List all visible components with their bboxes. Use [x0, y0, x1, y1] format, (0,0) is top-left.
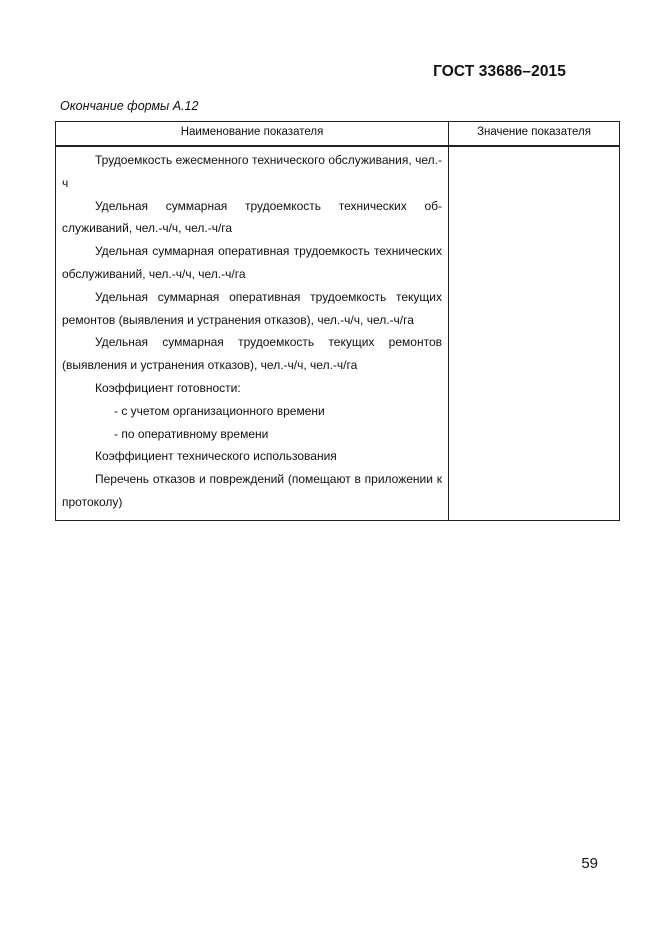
table-row	[56, 146, 620, 520]
indicator-subitem: - по оперативному времени	[114, 426, 269, 441]
form-caption: Окончание формы А.12	[60, 99, 199, 113]
column-header-indicator-value: Значение показателя	[449, 122, 620, 147]
table-header-row	[56, 122, 620, 147]
form-table	[55, 121, 620, 521]
indicator-item: Коэффициент готовности:	[95, 380, 241, 395]
indicator-item: Удельная суммарная оперативная трудоемкость текущих ремонтов (выявления и устранения отказов), чел.-ч/ч, чел.-ч/га	[62, 289, 442, 327]
indicator-item: Удельная суммарная оперативная трудоемкость технических обслуживаний, чел.-ч/ч, чел.-ч/га	[62, 244, 442, 281]
page-number: 59	[581, 855, 598, 872]
indicator-name-cell	[56, 146, 449, 520]
column-header-indicator-name: Наименование показателя	[56, 122, 449, 147]
indicator-subitem: - с учетом организационного времени	[114, 403, 325, 418]
indicator-item: Удельная суммарная трудоемкость технических обслуживаний, чел.-ч/ч, чел.-ч/га	[62, 198, 442, 236]
indicator-value-cell	[449, 146, 620, 520]
indicator-item: Удельная суммарная трудоемкость текущих ремонтов (выявления и устранения отказов), чел.-ч/ч, чел.-ч/га	[62, 335, 442, 373]
indicator-item: Коэффициент технического использования	[95, 449, 337, 464]
indicator-item: Трудоемкость ежесменного технического обслуживания, чел.-ч	[62, 153, 442, 190]
document-code: ГОСТ 33686–2015	[433, 63, 566, 80]
indicator-item: Перечень отказов и повреждений (помещают в приложении к протоколу)	[62, 472, 442, 509]
